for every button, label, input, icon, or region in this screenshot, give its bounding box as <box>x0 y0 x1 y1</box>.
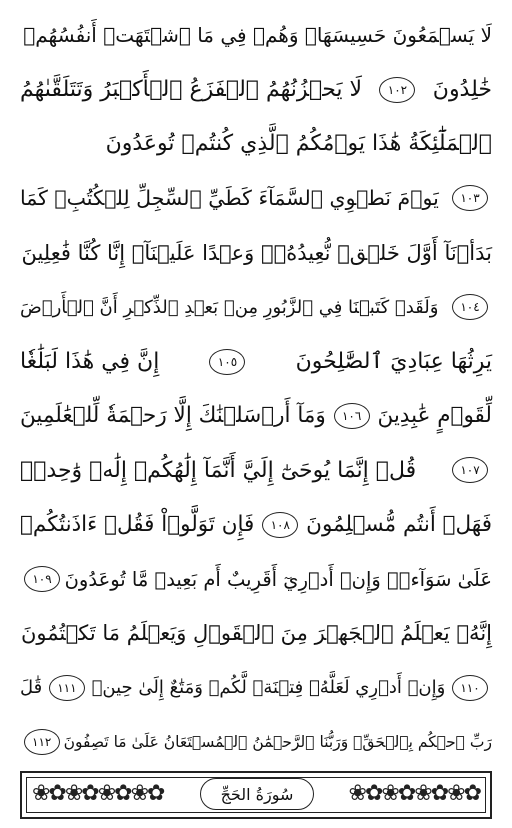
verse-text: إِنَّ فِي هَٰذَا لَبَلَٰغٗا <box>20 349 160 375</box>
verse-line <box>20 389 492 443</box>
verse-text: قُلۡ إِنَّمَا يُوحَىٰٓ إِلَيَّ أَنَّمَآ إِلَٰهُكُمۡ إِلَٰهٞ وَٰحِدٞۖ <box>20 457 417 483</box>
ayah-number-marker: ١١٠ <box>452 675 488 701</box>
verse-line <box>20 552 492 606</box>
ayah-number-marker: ١٠٧ <box>452 457 488 483</box>
verse-line <box>20 8 492 62</box>
verse-text: ٱلۡمَلَٰٓئِكَةُ هَٰذَا يَوۡمُكُمُ ٱلَّذِي كُنتُمۡ تُوعَدُونَ <box>105 131 492 157</box>
verse-text: وَمَآ أَرۡسَلۡنَٰكَ إِلَّا رَحۡمَةٗ لِّلۡعَٰلَمِينَ <box>20 403 326 429</box>
floral-ornament-icon: ❀✿❀✿❀✿❀✿ <box>348 781 480 806</box>
surah-title: سُورَةُ الحَجِّ <box>200 778 314 810</box>
surah-header-banner <box>20 771 492 819</box>
verse-line <box>20 62 492 116</box>
verse-text: وَإِنۡ أَدۡرِي لَعَلَّهُۥ فِتۡنَةٞ لَّكُمۡ وَمَتَٰعٌ إِلَىٰ حِينٖ <box>91 677 446 699</box>
verse-line <box>20 661 492 715</box>
verse-line <box>20 171 492 225</box>
ayah-number-marker: ١١١ <box>49 675 85 701</box>
verse-text: خَٰلِدُونَ <box>432 77 492 103</box>
verse-text: وَلَقَدۡ كَتَبۡنَا فِي ٱلزَّبُورِ مِنۢ بَعۡدِ ٱلذِّكۡرِ أَنَّ ٱلۡأَرۡضَ <box>20 296 439 318</box>
verse-text: بَدَأۡنَآ أَوَّلَ خَلۡقٖ نُّعِيدُهُۥۚ وَعۡدًا عَلَيۡنَآۚ إِنَّا كُنَّا فَٰعِلِينَ <box>21 240 492 265</box>
verse-text: لَا يَحۡزُنُهُمُ ٱلۡفَزَعُ ٱلۡأَكۡبَرُ وَتَتَلَقَّىٰهُمُ <box>20 77 363 103</box>
verse-line <box>20 334 492 388</box>
verse-text: يَوۡمَ نَطۡوِي ٱلسَّمَآءَ كَطَيِّ ٱلسِّجِلِّ لِلۡكُتُبِۚ كَمَا <box>20 186 439 211</box>
ayah-number-marker: ١٠٦ <box>334 403 370 429</box>
verse-text: يَرِثُهَا عِبَادِيَ ٱلصَّٰلِحُونَ <box>295 349 492 375</box>
verse-text: فَإِن تَوَلَّوۡاْ فَقُلۡ ءَاذَنتُكُمۡ <box>20 512 255 538</box>
verse-text: عَلَىٰ سَوَآءٖۖ وَإِنۡ أَدۡرِيٓ أَقَرِيبٌ أَم بَعِيدٞ مَّا تُوعَدُونَ <box>64 567 492 591</box>
ayah-number-marker: ١٠٩ <box>24 566 60 592</box>
verse-line <box>20 498 492 552</box>
verse-line <box>20 715 492 769</box>
verse-text: لَا يَسۡمَعُونَ حَسِيسَهَاۖ وَهُمۡ فِي مَا ٱشۡتَهَتۡ أَنفُسُهُمۡ <box>23 23 492 48</box>
verse-text: رَبِّ ٱحۡكُم بِٱلۡحَقِّۗ وَرَبُّنَا ٱلرَّحۡمَٰنُ ٱلۡمُسۡتَعَانُ عَلَىٰ مَا تَصِفُونَ <box>63 733 492 752</box>
floral-ornament-icon: ❀✿❀✿❀✿❀✿ <box>32 781 164 806</box>
ayah-number-marker: ١٠٨ <box>262 512 298 538</box>
verses-text <box>20 8 492 769</box>
ayah-number-marker: ١٠٤ <box>452 294 488 320</box>
ayah-number-marker: ١٠٣ <box>452 185 488 211</box>
ayah-number-marker: ١٠٢ <box>379 77 415 103</box>
ayah-number-marker: ١١٢ <box>24 729 60 755</box>
verse-text: لِّقَوۡمٍ عَٰبِدِينَ <box>377 403 492 429</box>
verse-line <box>20 226 492 280</box>
verse-line <box>20 443 492 497</box>
verse-line <box>20 117 492 171</box>
verse-text: فَهَلۡ أَنتُم مُّسۡلِمُونَ <box>306 512 492 538</box>
verse-text: قَٰلَ <box>20 677 43 699</box>
verse-text: إِنَّهُۥ يَعۡلَمُ ٱلۡجَهۡرَ مِنَ ٱلۡقَوۡلِ وَيَعۡلَمُ مَا تَكۡتُمُونَ <box>20 621 492 646</box>
ayah-number-marker: ١٠٥ <box>209 349 245 375</box>
verse-line <box>20 606 492 660</box>
verse-line <box>20 280 492 334</box>
